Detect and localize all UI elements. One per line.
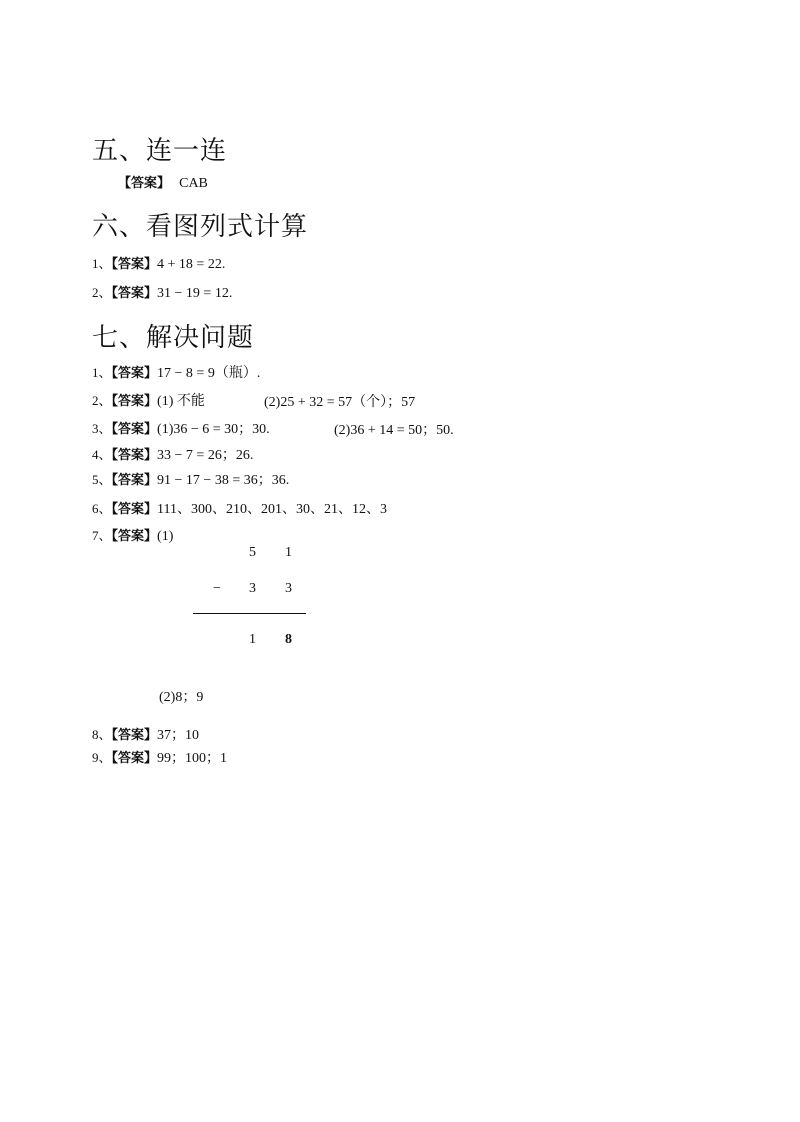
answer-text: 4 + 18 = 22. (157, 257, 226, 272)
answer-tag: 【答案】 (111, 366, 158, 381)
calc-divider-line (193, 613, 306, 614)
answer-tag: 【答案】 (111, 751, 158, 766)
answer-text: 99；100；1 (157, 751, 228, 766)
s7-item-2 (92, 390, 205, 410)
answer-text: (1) (157, 529, 174, 544)
s7-item-2-part2: (2)25 + 32 = 57（个）；57 (264, 395, 416, 410)
item-number: 3、 (92, 421, 112, 436)
item-number: 4、 (92, 447, 112, 462)
calc-bottom-digit-1: 3 (249, 581, 256, 596)
section-heading-6: 六、看图列式计算 (92, 212, 309, 242)
answer-text-part1: (1) 不能 (157, 394, 205, 409)
item-number: 2、 (92, 285, 112, 300)
item-number: 2、 (92, 393, 112, 408)
s7-item-3-part2: (2)36 + 14 = 50；50. (334, 423, 454, 438)
s7-item-8 (92, 724, 199, 744)
s7-item-1 (92, 362, 260, 382)
answer-tag: 【答案】 (111, 529, 158, 544)
s7-item-9 (92, 747, 227, 767)
calc-result-digit-2: 8 (285, 632, 292, 647)
answer-tag: 【答案】 (111, 394, 158, 409)
answer-text-part1: (1)36 − 6 = 30；30. (157, 422, 270, 437)
answer-tag: 【答案】 (111, 257, 158, 272)
answer-tag: 【答案】 (118, 176, 171, 191)
section5-answer-line (118, 172, 208, 192)
item-number: 5、 (92, 472, 112, 487)
calc-operator: − (213, 581, 221, 596)
answer-text: 31 − 19 = 12. (157, 286, 233, 301)
answer-tag: 【答案】 (111, 502, 158, 517)
answer-text: 111、300、210、201、30、21、12、3 (157, 502, 387, 517)
answer-tag: 【答案】 (111, 448, 158, 463)
item-number: 9、 (92, 750, 112, 765)
answer-text: 33 − 7 = 26；26. (157, 448, 254, 463)
s7-item-7-part2: (2)8；9 (159, 690, 204, 705)
calc-top-digit-1: 5 (249, 545, 256, 560)
item-number: 8、 (92, 727, 112, 742)
section-heading-5: 五、连一连 (92, 136, 228, 166)
item-number: 1、 (92, 365, 112, 380)
answer-text: 17 − 8 = 9（瓶）. (157, 366, 261, 381)
answer-text: 91 − 17 − 38 = 36；36. (157, 473, 290, 488)
s7-item-4 (92, 444, 253, 464)
calc-top-digit-2: 1 (285, 545, 292, 560)
section-heading-7: 七、解决问题 (92, 323, 255, 353)
s7-item-7 (92, 525, 173, 545)
answer-text: CAB (179, 176, 208, 191)
calc-bottom-digit-2: 3 (285, 581, 292, 596)
item-number: 1、 (92, 256, 112, 271)
answer-tag: 【答案】 (111, 728, 158, 743)
s7-item-5 (92, 469, 289, 489)
item-number: 7、 (92, 528, 112, 543)
answer-tag: 【答案】 (111, 473, 158, 488)
answer-text: 37；10 (157, 728, 200, 743)
answer-tag: 【答案】 (111, 286, 158, 301)
s7-item-6 (92, 498, 387, 518)
s6-item-2 (92, 282, 232, 302)
s7-item-3 (92, 418, 270, 438)
item-number: 6、 (92, 501, 112, 516)
calc-result-digit-1: 1 (249, 632, 256, 647)
answer-tag: 【答案】 (111, 422, 158, 437)
s6-item-1 (92, 253, 225, 273)
